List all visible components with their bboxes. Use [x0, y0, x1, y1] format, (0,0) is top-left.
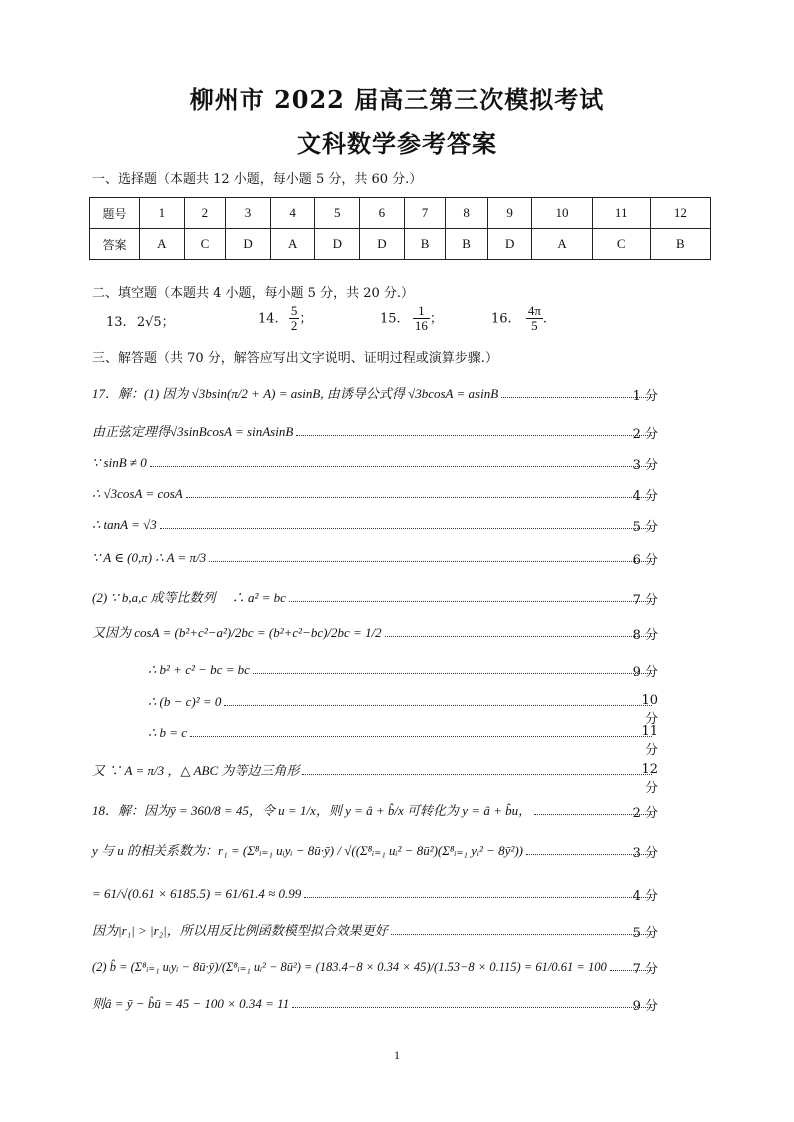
solution-line	[148, 719, 655, 741]
section-fill-heading: 二、填空题（本题共 4 小题，每小题 5 分，共 20 分.）	[92, 286, 415, 301]
solution-line	[92, 449, 655, 471]
question-number-cell: 12	[650, 198, 710, 229]
fill-16-sep: .	[542, 311, 548, 327]
dotted-leader	[391, 934, 652, 935]
fill-14-number: 14.	[258, 311, 279, 327]
answer-cell: D	[487, 229, 532, 260]
score-label: 4 分	[632, 889, 658, 904]
solution-line	[148, 688, 655, 710]
dotted-leader	[224, 705, 652, 706]
solution-line-text: ∴ tanA = √3	[92, 517, 157, 532]
solution-line-text: (2) ∵ b,a,c 成等比数列 ∴ a² = bc	[92, 590, 286, 605]
fill-14-fraction	[289, 304, 300, 334]
solution-line	[92, 917, 655, 939]
score-label: 4 分	[632, 489, 658, 504]
question-number-cell: 3	[226, 198, 271, 229]
solution-line-text: 18．解：因为ȳ = 360/8 = 45，令 u = 1/x，则 y = â + b̂/x 可转化为 y = â + b̂u，	[92, 803, 532, 818]
answer-table-answer-row	[90, 229, 711, 260]
fill-15-denominator: 16	[414, 318, 428, 334]
solution-line	[92, 584, 655, 606]
fill-15-sep: ；	[429, 311, 443, 327]
fill-16-denominator: 5	[531, 318, 538, 334]
solution-line	[92, 990, 655, 1012]
question-number-cell: 1	[140, 198, 185, 229]
answer-cell: A	[140, 229, 185, 260]
solution-line-text: (2) b̂ = (Σ⁸ᵢ₌₁ uᵢyᵢ − 8ū·ȳ)/(Σ⁸ᵢ₌₁ uᵢ² − 8ū²) = (183.4−8 × 0.34 × 45)/(1.53−8 × 0.115) = 61/0.61 = 100	[92, 960, 607, 974]
solution-line-text: 又因为 cosA = (b²+c²−a²)/2bc = (b²+c²−bc)/2bc = 1/2	[92, 625, 382, 640]
score-label: 3 分	[632, 846, 658, 861]
fill-14-numerator: 5	[290, 303, 298, 318]
dotted-leader	[186, 497, 652, 498]
dotted-leader	[150, 466, 652, 467]
score-label: 5 分	[632, 926, 658, 941]
answer-cell: C	[184, 229, 226, 260]
dotted-leader	[304, 897, 652, 898]
score-label: 2 分	[632, 806, 658, 821]
fill-14-sep: ；	[299, 311, 313, 327]
fill-14	[258, 304, 312, 334]
dotted-leader	[190, 736, 652, 737]
solution-line-text: = 61/√(0.61 × 6185.5) = 61/61.4 ≈ 0.99	[92, 886, 302, 901]
score-label: 9 分	[632, 999, 658, 1014]
solution-line	[92, 619, 655, 641]
solution-line	[92, 418, 655, 440]
score-label: 10 分	[641, 693, 658, 727]
answer-cell: D	[315, 229, 360, 260]
score-label: 8 分	[632, 628, 658, 643]
exam-title: 柳州市 2022 届高三第三次模拟考试	[189, 85, 605, 114]
answer-cell: B	[404, 229, 446, 260]
answer-cell: B	[650, 229, 710, 260]
solution-line	[92, 380, 655, 402]
answer-cell: A	[532, 229, 592, 260]
answer-cell: D	[226, 229, 271, 260]
page-number: 1	[394, 1048, 400, 1062]
dotted-leader	[209, 561, 652, 562]
question-number-cell: 6	[360, 198, 405, 229]
score-label: 3 分	[632, 458, 658, 473]
solution-line-text: ∵ A ∈ (0,π) ∴ A = π/3	[92, 550, 207, 565]
fill-13-answer: 2√5；	[136, 315, 175, 330]
score-label: 6 分	[632, 553, 658, 568]
fill-16-number: 16.	[491, 311, 512, 327]
answer-table-number-row	[90, 198, 711, 229]
score-label: 7 分	[632, 962, 658, 977]
answer-cell: D	[360, 229, 405, 260]
solution-line	[92, 953, 655, 975]
answer-cell: A	[270, 229, 315, 260]
score-label: 11 分	[641, 724, 658, 758]
score-label: 9 分	[632, 665, 658, 680]
fill-15-number: 15.	[380, 311, 401, 327]
answer-cell: B	[446, 229, 488, 260]
solution-line-text: 17．解：(1) 因为 √3bsin(π/2 + A) = asinB, 由诱导公式得 √3bcosA = asinB	[92, 386, 499, 401]
question-number-cell: 7	[404, 198, 446, 229]
solution-line-text: ∵ sinB ≠ 0	[92, 455, 147, 470]
table-header-question: 题号	[90, 198, 140, 229]
solution-line-text: 则â = ȳ − b̂ū = 45 − 100 × 0.34 = 11	[92, 996, 290, 1011]
question-number-cell: 4	[270, 198, 315, 229]
solution-line-text: ∴ (b − c)² = 0	[148, 694, 222, 709]
solution-line-text: ∴ b = c	[148, 725, 188, 740]
question-number-cell: 8	[446, 198, 488, 229]
dotted-leader	[302, 774, 652, 775]
exam-subtitle: 文科数学参考答案	[297, 129, 497, 158]
question-number-cell: 11	[592, 198, 650, 229]
fill-13	[106, 311, 175, 330]
solution-line	[92, 544, 655, 566]
question-number-cell: 10	[532, 198, 592, 229]
solution-line-text: 因为|r₁| > |r₂|，所以用反比例函数模型拟合效果更好	[92, 923, 388, 938]
solution-line-text: 又 ∵ A = π/3 ，△ ABC 为等边三角形	[92, 763, 300, 778]
dotted-leader	[253, 673, 652, 674]
score-label: 7 分	[632, 593, 658, 608]
answer-table	[89, 197, 711, 260]
solution-line	[92, 837, 655, 859]
score-label: 1 分	[632, 389, 658, 404]
section-solve-heading: 三、解答题（共 70 分，解答应写出文字说明、证明过程或演算步骤.）	[92, 351, 498, 366]
solution-line	[92, 797, 655, 819]
fill-16-numerator: 4π	[527, 303, 541, 318]
dotted-leader	[289, 601, 652, 602]
score-label: 5 分	[632, 520, 658, 535]
solution-line	[92, 757, 655, 779]
dotted-leader	[296, 435, 652, 436]
score-label: 12 分	[641, 762, 658, 796]
score-label: 2 分	[632, 427, 658, 442]
dotted-leader	[292, 1007, 652, 1008]
solution-line-text: ∴ b² + c² − bc = bc	[148, 662, 250, 677]
table-header-answer: 答案	[90, 229, 140, 260]
solution-line-text: y 与 u 的相关系数为：r₁ = (Σ⁸ᵢ₌₁ uᵢyᵢ − 8ū·ȳ) / √((Σ⁸ᵢ₌₁ uᵢ² − 8ū²)(Σ⁸ᵢ₌₁ yᵢ² − 8ȳ²))	[92, 843, 524, 858]
question-number-cell: 5	[315, 198, 360, 229]
question-number-cell: 9	[487, 198, 532, 229]
solution-line	[92, 480, 655, 502]
solution-line	[92, 511, 655, 533]
fill-14-denominator: 2	[290, 318, 298, 334]
fill-13-number: 13.	[106, 315, 127, 330]
solution-line	[148, 656, 655, 678]
fill-16-fraction	[526, 304, 543, 334]
fill-15-numerator: 1	[413, 304, 430, 319]
solution-line-text: 由正弦定理得√3sinBcosA = sinAsinB	[92, 424, 294, 439]
dotted-leader	[160, 528, 652, 529]
solution-line	[92, 880, 655, 902]
dotted-leader	[385, 636, 652, 637]
answer-cell: C	[592, 229, 650, 260]
fill-15	[380, 304, 443, 334]
fill-16	[491, 304, 547, 334]
question-number-cell: 2	[184, 198, 226, 229]
fill-15-fraction	[413, 304, 430, 334]
solution-line-text: ∴ √3cosA = cosA	[92, 486, 183, 501]
section-choice-heading: 一、选择题（本题共 12 小题，每小题 5 分，共 60 分.）	[92, 172, 423, 187]
